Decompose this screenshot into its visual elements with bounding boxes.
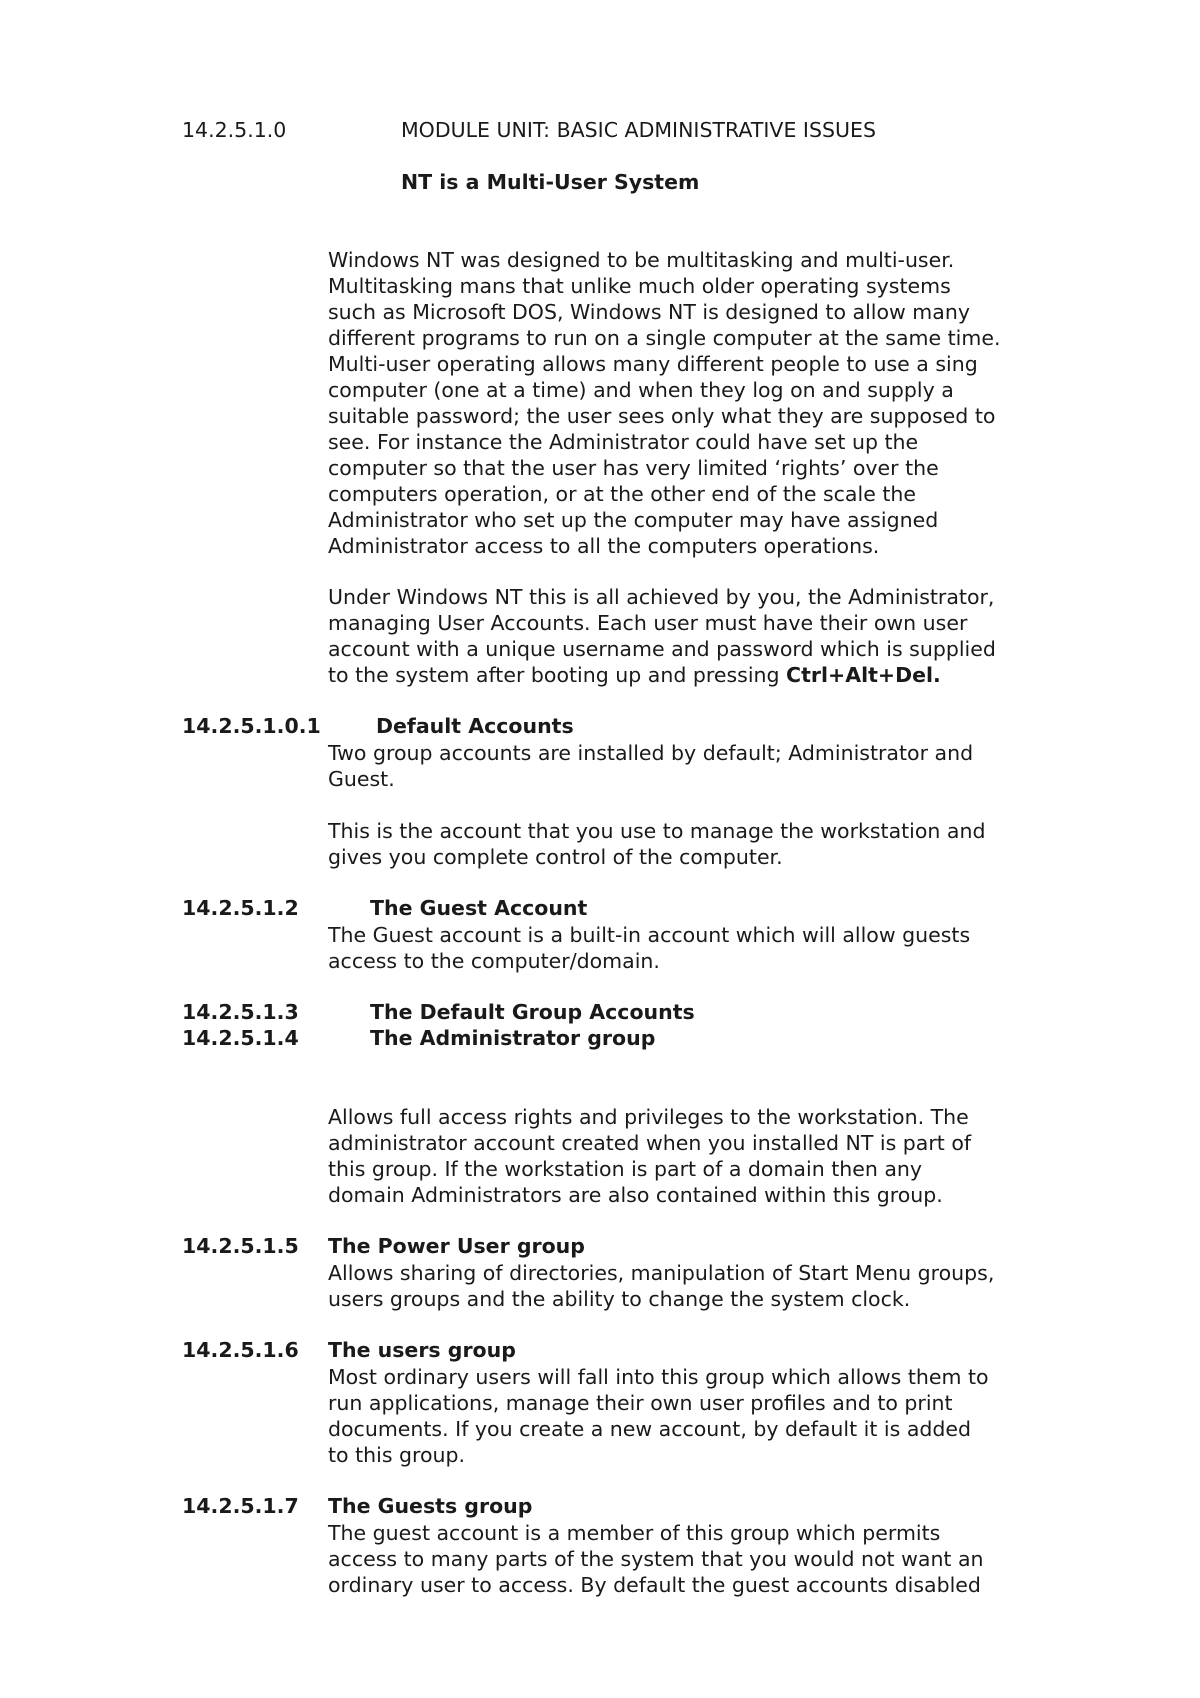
module-number: 14.2.5.1.0: [182, 118, 287, 142]
section-number: 14.2.5.1.2: [182, 896, 299, 920]
text-line: Under Windows NT this is all achieved by you, the Administrator,: [328, 585, 995, 609]
text-line: access to many parts of the system that you would not want an: [328, 1547, 984, 1571]
module-title: MODULE UNIT: BASIC ADMINISTRATIVE ISSUES: [401, 118, 876, 142]
section-heading: The Guest Account: [370, 896, 588, 920]
text-line: computer so that the user has very limited ‘rights’ over the: [328, 456, 939, 480]
text-line: access to the computer/domain.: [328, 949, 660, 973]
text-line: Allows sharing of directories, manipulation of Start Menu groups,: [328, 1261, 995, 1285]
section-number: 14.2.5.1.0.1: [182, 714, 321, 738]
section-number: 14.2.5.1.5: [182, 1234, 299, 1258]
section-paragraph: [328, 1104, 1088, 1208]
text-line: this group. If the workstation is part of a domain then any: [328, 1157, 923, 1181]
text-line: users groups and the ability to change the system clock.: [328, 1287, 911, 1311]
module-subtitle: NT is a Multi-User System: [401, 170, 700, 194]
text-line: gives you complete control of the computer.: [328, 845, 783, 869]
section-heading: The Guests group: [328, 1494, 533, 1518]
text-line: ordinary user to access. By default the guest accounts disabled: [328, 1573, 981, 1597]
text-line: different programs to run on a single computer at the same time.: [328, 326, 1001, 350]
section-paragraph: [328, 1520, 1088, 1598]
text-line: computers operation, or at the other end of the scale the: [328, 482, 916, 506]
text-line: The guest account is a member of this group which permits: [328, 1521, 941, 1545]
section-paragraph: [328, 740, 1088, 792]
text-line: such as Microsoft DOS, Windows NT is designed to allow many: [328, 300, 970, 324]
text-line: see. For instance the Administrator could have set up the: [328, 430, 919, 454]
section-heading: The Power User group: [328, 1234, 585, 1258]
section-heading: The Administrator group: [370, 1026, 656, 1050]
windows-paragraph: [328, 584, 1088, 688]
section-paragraph: [328, 818, 1088, 870]
text-line: suitable password; the user sees only what they are supposed to: [328, 404, 996, 428]
text-line: domain Administrators are also contained within this group.: [328, 1183, 943, 1207]
text-line: to this group.: [328, 1443, 466, 1467]
text-line: Multi-user operating allows many different people to use a sing: [328, 352, 978, 376]
text-line: Administrator who set up the computer may have assigned: [328, 508, 939, 532]
section-heading: Default Accounts: [376, 714, 574, 738]
text-line: documents. If you create a new account, by default it is added: [328, 1417, 972, 1441]
text-line: computer (one at a time) and when they log on and supply a: [328, 378, 954, 402]
text-line: administrator account created when you installed NT is part of: [328, 1131, 972, 1155]
text-line: Multitasking mans that unlike much older operating systems: [328, 274, 951, 298]
text-line: This is the account that you use to manage the workstation and: [328, 819, 986, 843]
section-number: 14.2.5.1.4: [182, 1026, 299, 1050]
text-segment: to the system after booting up and pressing: [328, 663, 787, 687]
text-line: Most ordinary users will fall into this group which allows them to: [328, 1365, 989, 1389]
text-line: Windows NT was designed to be multitasking and multi-user.: [328, 248, 955, 272]
text-line: Allows full access rights and privileges to the workstation. The: [328, 1105, 969, 1129]
section-paragraph: [328, 1364, 1088, 1468]
text-line: The Guest account is a built-in account which will allow guests: [328, 923, 971, 947]
text-line: [328, 662, 1088, 688]
text-line: Two group accounts are installed by default; Administrator and: [328, 741, 974, 765]
text-line: Guest.: [328, 767, 395, 791]
intro-paragraph: [328, 247, 1088, 559]
section-number: 14.2.5.1.7: [182, 1494, 299, 1518]
section-heading: The Default Group Accounts: [370, 1000, 695, 1024]
text-line: account with a unique username and password which is supplied: [328, 637, 996, 661]
text-line: run applications, manage their own user profiles and to print: [328, 1391, 953, 1415]
text-line: managing User Accounts. Each user must have their own user: [328, 611, 968, 635]
section-heading: The users group: [328, 1338, 516, 1362]
section-number: 14.2.5.1.3: [182, 1000, 299, 1024]
keyboard-shortcut: Ctrl+Alt+Del.: [786, 663, 941, 687]
text-line: Administrator access to all the computers operations.: [328, 534, 880, 558]
section-paragraph: [328, 922, 1088, 974]
section-number: 14.2.5.1.6: [182, 1338, 299, 1362]
section-paragraph: [328, 1260, 1088, 1312]
